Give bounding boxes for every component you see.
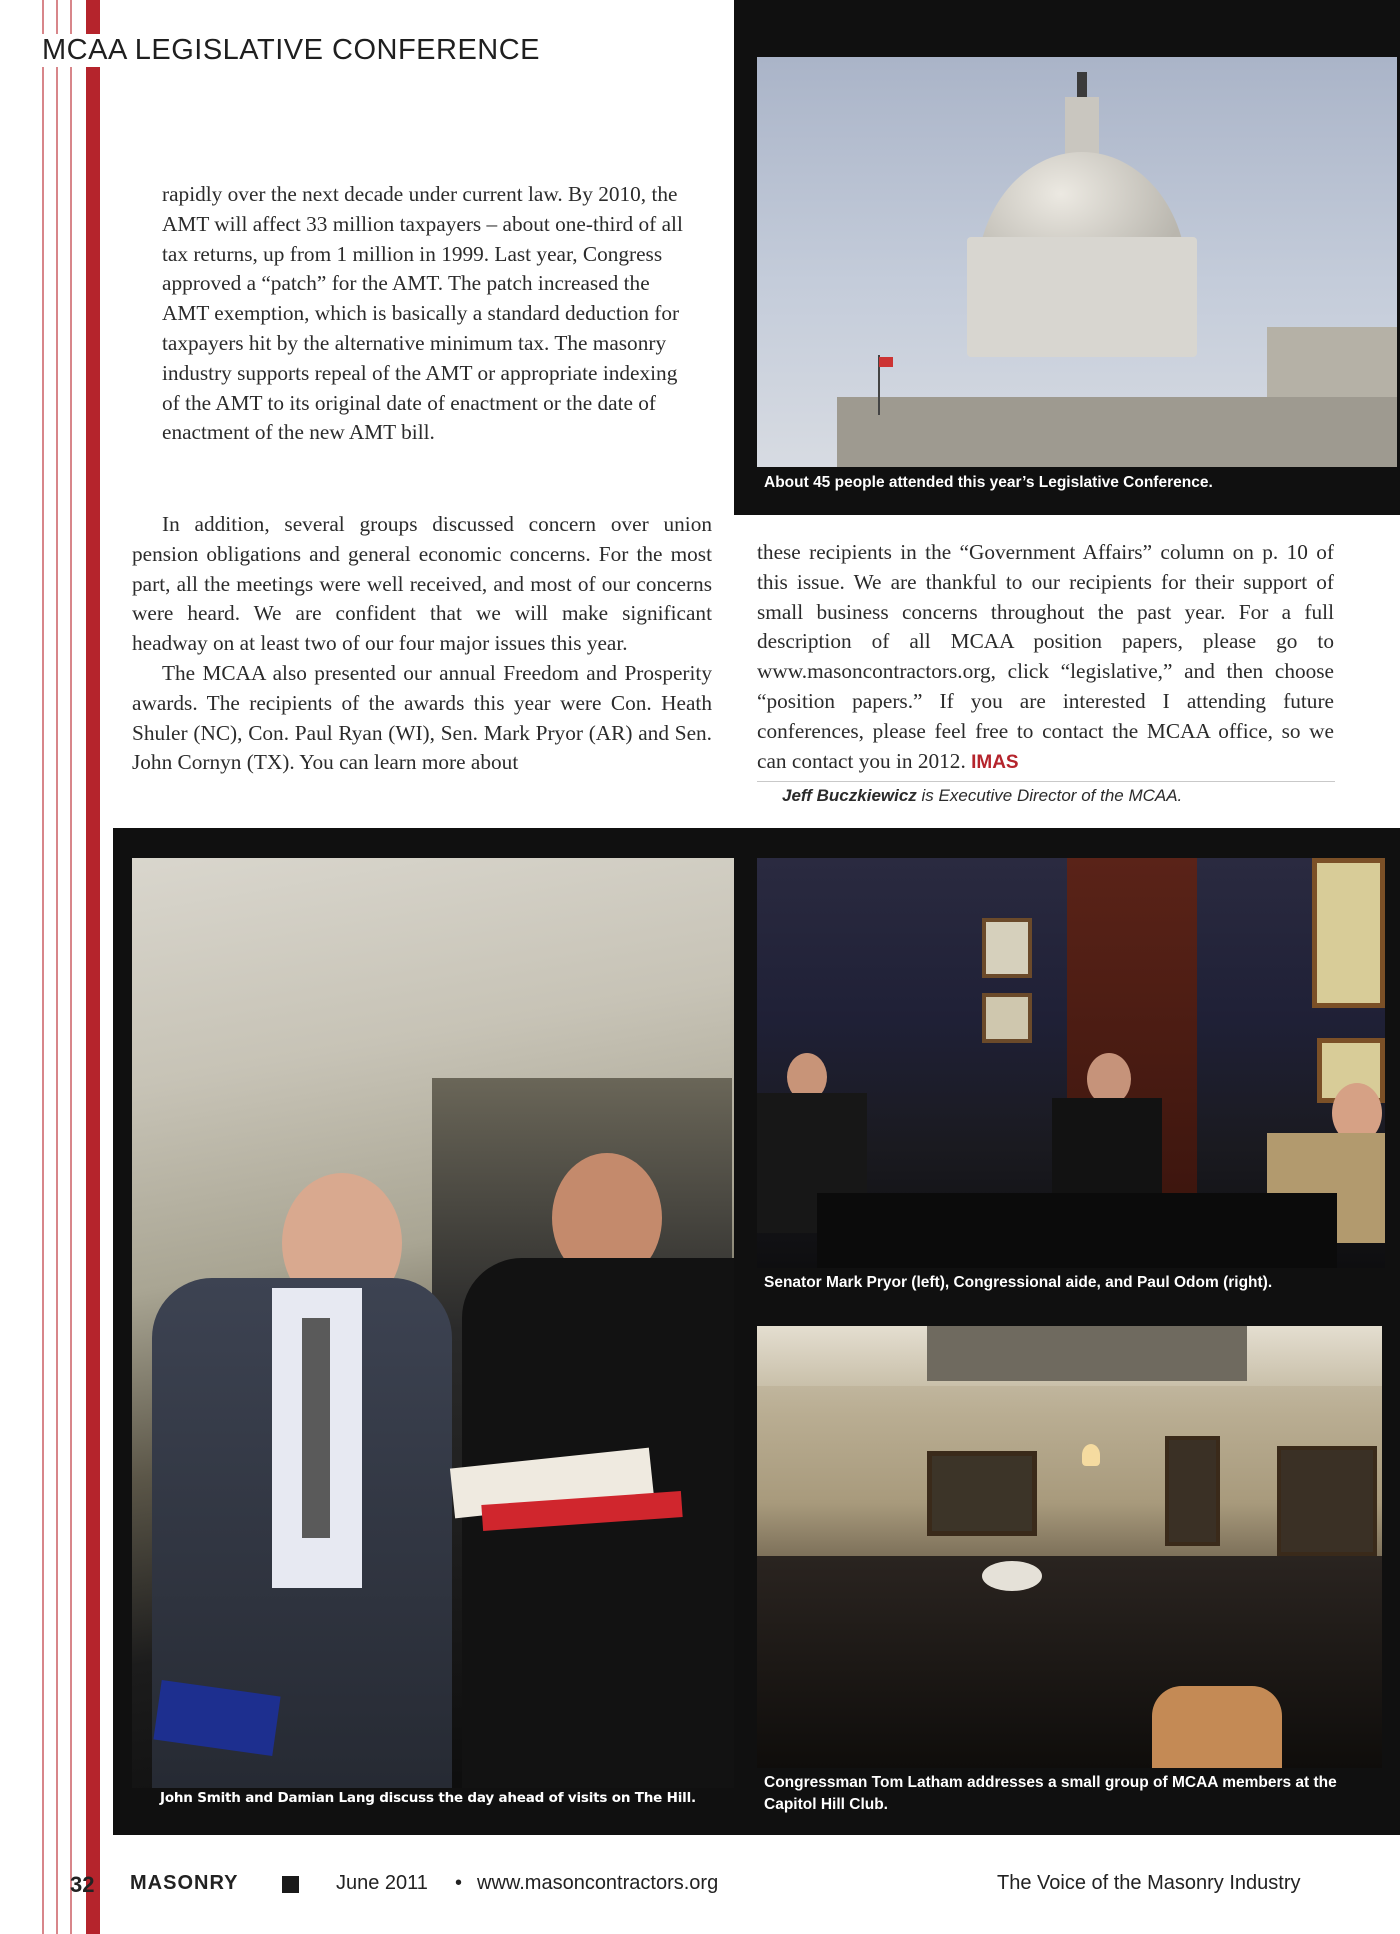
paragraph-recipients-text: these recipients in the “Government Affairs” column on p. 10 of this issue. We are thankful to our recipients for their support of small business concerns throughout the past year. For a full description of all MCAA position papers, please go to www.masoncontractors.org, click “legislative,” and then choose “position papers.” If you are interested I attending future conferences, please feel free to contact the MCAA office, so we can contact you in 2012. <box>757 540 1334 773</box>
caption-latham: Congressman Tom Latham addresses a small group of MCAA members at the Capitol Hill Club. <box>764 1774 1337 1813</box>
person-tie <box>302 1318 330 1538</box>
photo-smith-lang <box>132 858 734 1788</box>
paragraph-concerns: In addition, several groups discussed concern over union pension obligations and general economic concerns. For the most part, all the meetings were well received, and most of our concerns were heard. We are confident that we will make significant headway on at least two of our four major issues this year. <box>132 512 712 656</box>
issue-date: June 2011 <box>336 1872 428 1894</box>
website-url[interactable]: www.masoncontractors.org <box>477 1872 719 1894</box>
article-paragraph <box>162 180 697 448</box>
wall-sconce-icon <box>1082 1444 1100 1466</box>
article-column-left <box>132 510 712 778</box>
section-title: MCAA LEGISLATIVE CONFERENCE <box>42 34 544 67</box>
table <box>817 1193 1337 1268</box>
square-bullet-icon <box>282 1876 299 1893</box>
caption-smith-lang: John Smith and Damian Lang discuss the day ahead of visits on The Hill. <box>160 1790 696 1806</box>
framed-picture <box>1165 1436 1220 1546</box>
byline-name: Jeff Buczkiewicz <box>782 786 917 805</box>
ceiling-recess <box>927 1326 1247 1381</box>
page-number: 32 <box>70 1872 95 1897</box>
end-mark: IMAS <box>971 751 1019 773</box>
capitol-photo <box>757 57 1397 467</box>
caption-pryor: Senator Mark Pryor (left), Congressional aide, and Paul Odom (right). <box>764 1274 1273 1291</box>
photo-pryor <box>757 858 1385 1268</box>
meeting-group <box>757 1556 1382 1768</box>
framed-picture <box>982 918 1032 978</box>
article-column-right <box>757 538 1334 777</box>
table-cups <box>982 1561 1042 1591</box>
photo-latham <box>757 1326 1382 1768</box>
framed-picture <box>927 1451 1037 1536</box>
flag-icon <box>879 357 893 367</box>
footer-bullet: • <box>455 1872 463 1894</box>
paragraph-amt: rapidly over the next decade under current law. By 2010, the AMT will affect 33 million taxpayers – about one-third of all tax returns, up from 1 million in 1999. Last year, Congress approved a “patch” for the AMT. The patch increased the AMT exemption, which is basically a standard deduction for taxpayers hit by the alternative minimum tax. The masonry industry supports repeal of the AMT or appropriate indexing of the AMT to its original date of enactment or the date of enactment of the new AMT bill. <box>162 182 683 445</box>
margin-rule <box>42 0 44 1934</box>
paragraph-recipients <box>757 538 1334 777</box>
framed-map <box>1312 858 1385 1008</box>
person-seated <box>1152 1686 1282 1768</box>
byline-divider <box>757 781 1335 782</box>
margin-accent-bar <box>86 0 100 1934</box>
framed-picture <box>1277 1446 1377 1556</box>
byline <box>782 786 1337 806</box>
byline-role: is Executive Director of the MCAA. <box>921 786 1183 805</box>
magazine-tagline: The Voice of the Masonry Industry <box>997 1872 1301 1894</box>
margin-rule <box>56 0 58 1934</box>
caption-capitol: About 45 people attended this year’s Legislative Conference. <box>764 474 1213 491</box>
margin-rule <box>70 0 72 1934</box>
framed-picture <box>982 993 1032 1043</box>
magazine-name: MASONRY <box>130 1872 239 1894</box>
paragraph-awards: The MCAA also presented our annual Freedom and Prosperity awards. The recipients of the awards this year were Con. Heath Shuler (NC), Con. Paul Ryan (WI), Sen. Mark Pryor (AR) and Sen. John Cornyn (TX). You can learn more about <box>132 660 712 775</box>
